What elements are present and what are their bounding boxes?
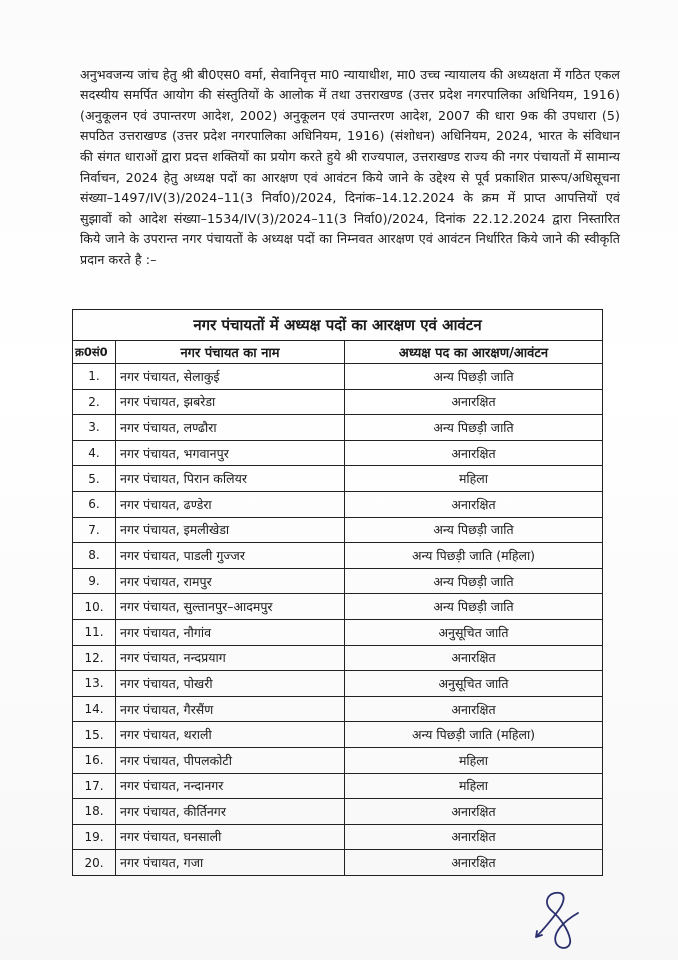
- row-serial: 11.: [73, 619, 116, 645]
- row-name: नगर पंचायत, झबरेडा: [116, 389, 345, 415]
- row-serial: 16.: [73, 747, 116, 773]
- row-serial: 13.: [73, 671, 116, 697]
- row-name: नगर पंचायत, पोखरी: [116, 671, 345, 697]
- row-name: नगर पंचायत, घनसाली: [116, 824, 345, 850]
- row-serial: 8.: [73, 543, 116, 569]
- table-row: [73, 619, 603, 645]
- row-reservation: अनारक्षित: [345, 850, 603, 876]
- handwritten-signature: [530, 885, 600, 955]
- table-row: [73, 824, 603, 850]
- row-reservation: महिला: [345, 747, 603, 773]
- signature-stroke: [536, 893, 578, 948]
- table-body: [73, 364, 603, 876]
- row-reservation: अन्य पिछड़ी जाति: [345, 594, 603, 620]
- row-serial: 9.: [73, 568, 116, 594]
- row-reservation: महिला: [345, 773, 603, 799]
- table-row: [73, 389, 603, 415]
- row-name: नगर पंचायत, गैरसैंण: [116, 696, 345, 722]
- row-name: नगर पंचायत, पिरान कलियर: [116, 466, 345, 492]
- table-row: [73, 364, 603, 390]
- table-title-row: [73, 310, 603, 341]
- row-name: नगर पंचायत, थराली: [116, 722, 345, 748]
- row-serial: 15.: [73, 722, 116, 748]
- row-reservation: महिला: [345, 466, 603, 492]
- row-serial: 1.: [73, 364, 116, 390]
- table-header-row: [73, 341, 603, 364]
- row-name: नगर पंचायत, पीपलकोटी: [116, 747, 345, 773]
- table-row: [73, 696, 603, 722]
- row-reservation: अनारक्षित: [345, 440, 603, 466]
- row-name: नगर पंचायत, रामपुर: [116, 568, 345, 594]
- row-serial: 4.: [73, 440, 116, 466]
- row-name: नगर पंचायत, नन्दानगर: [116, 773, 345, 799]
- table-row: [73, 594, 603, 620]
- row-serial: 12.: [73, 645, 116, 671]
- row-reservation: अनारक्षित: [345, 799, 603, 825]
- column-header-reservation: अध्यक्ष पद का आरक्षण/आवंटन: [345, 341, 603, 364]
- row-name: नगर पंचायत, ढण्डेरा: [116, 491, 345, 517]
- row-name: नगर पंचायत, नौगांव: [116, 619, 345, 645]
- column-header-serial: क्र0सं0: [73, 341, 116, 364]
- row-name: नगर पंचायत, सुल्तानपुर–आदमपुर: [116, 594, 345, 620]
- table-row: [73, 671, 603, 697]
- row-name: नगर पंचायत, लण्ढौरा: [116, 415, 345, 441]
- row-serial: 6.: [73, 491, 116, 517]
- row-reservation: अन्य पिछड़ी जाति: [345, 364, 603, 390]
- intro-paragraph: अनुभवजन्य जांच हेतु श्री बी0एस0 वर्मा, सेवानिवृत्त मा0 न्यायाधीश, मा0 उच्च न्यायालय की अध्यक्षता में गठित एकल सदस्यीय समर्पित आयोग की संस्तुतियों के आलोक में तथा उत्तराखण्ड (उत्तर प्रदेश नगरपालिका अधिनियम, 1916) (अनुकूलन एवं उपान्तरण आदेश, 2002) अनुकूलन एवं उपान्तरण आदेश, 2007 की धारा 9क की उपधारा (5) सपठित उत्तराखण्ड (उत्तर प्रदेश नगरपालिका अधिनियम, 1916) (संशोधन) अधिनियम, 2024, भारत के संविधान की संगत धाराओं द्वारा प्रदत्त शक्तियों का प्रयोग करते हुये श्री राज्यपाल, उत्तराखण्ड राज्य की नगर पंचायतों में सामान्य निर्वाचन, 2024 हेतु अध्यक्ष पदों का आरक्षण एवं आवंटन किये जाने के उद्देश्य से पूर्व प्रकाशित प्रारूप/अधिसूचना संख्या–1497/IV(3)/2024–11(3 निर्वा0)/2024, दिनांक–14.12.2024 के क्रम में प्राप्त आपत्तियों एवं सुझावों को आदेश संख्या–1534/IV(3)/2024–11(3 निर्वा0)/2024, दिनांक 22.12.2024 द्वारा निस्तारित किये जाने के उपरान्त नगर पंचायतों के अध्यक्ष पदों का निम्नवत आरक्षण एवं आवंटन निर्धारित किये जाने की स्वीकृति प्रदान करते है :–: [80, 66, 620, 267]
- row-reservation: अन्य पिछड़ी जाति (महिला): [345, 543, 603, 569]
- table-row: [73, 543, 603, 569]
- table-row: [73, 415, 603, 441]
- table-row: [73, 568, 603, 594]
- row-serial: 14.: [73, 696, 116, 722]
- row-reservation: अनारक्षित: [345, 645, 603, 671]
- row-serial: 2.: [73, 389, 116, 415]
- table-row: [73, 517, 603, 543]
- row-reservation: अन्य पिछड़ी जाति (महिला): [345, 722, 603, 748]
- column-header-name: नगर पंचायत का नाम: [116, 341, 345, 364]
- table-row: [73, 773, 603, 799]
- table-row: [73, 466, 603, 492]
- table-title: नगर पंचायतों में अध्यक्ष पदों का आरक्षण एवं आवंटन: [73, 310, 603, 341]
- row-reservation: अनारक्षित: [345, 389, 603, 415]
- row-name: नगर पंचायत, गजा: [116, 850, 345, 876]
- row-reservation: अनारक्षित: [345, 491, 603, 517]
- row-serial: 19.: [73, 824, 116, 850]
- row-reservation: अन्य पिछड़ी जाति: [345, 517, 603, 543]
- row-serial: 5.: [73, 466, 116, 492]
- table-row: [73, 645, 603, 671]
- row-name: नगर पंचायत, नन्दप्रयाग: [116, 645, 345, 671]
- table-row: [73, 799, 603, 825]
- row-name: नगर पंचायत, सेलाकुई: [116, 364, 345, 390]
- row-serial: 18.: [73, 799, 116, 825]
- row-name: नगर पंचायत, भगवानपुर: [116, 440, 345, 466]
- row-reservation: अनुसूचित जाति: [345, 619, 603, 645]
- row-serial: 17.: [73, 773, 116, 799]
- row-serial: 7.: [73, 517, 116, 543]
- table-row: [73, 440, 603, 466]
- row-reservation: अनारक्षित: [345, 824, 603, 850]
- row-reservation: अनारक्षित: [345, 696, 603, 722]
- table-row: [73, 722, 603, 748]
- row-serial: 20.: [73, 850, 116, 876]
- table-row: [73, 850, 603, 876]
- row-serial: 3.: [73, 415, 116, 441]
- row-reservation: अन्य पिछड़ी जाति: [345, 415, 603, 441]
- row-name: नगर पंचायत, पाडली गुज्जर: [116, 543, 345, 569]
- row-reservation: अनुसूचित जाति: [345, 671, 603, 697]
- table-row: [73, 747, 603, 773]
- row-name: नगर पंचायत, इमलीखेडा: [116, 517, 345, 543]
- row-name: नगर पंचायत, कीर्तिनगर: [116, 799, 345, 825]
- row-reservation: अन्य पिछड़ी जाति: [345, 568, 603, 594]
- table-row: [73, 491, 603, 517]
- row-serial: 10.: [73, 594, 116, 620]
- allocation-table: [72, 309, 603, 876]
